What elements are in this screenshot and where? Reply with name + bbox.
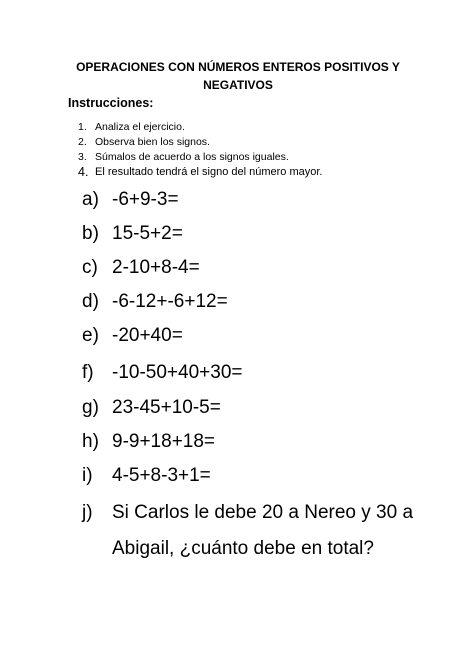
instruction-number: 4. xyxy=(78,165,89,179)
exercise-item xyxy=(82,396,221,420)
exercise-item xyxy=(82,324,183,348)
exercise-expression: 23-45+10-5= xyxy=(112,397,221,418)
instruction-number: 3. xyxy=(78,151,87,163)
instruction-item xyxy=(78,120,322,135)
instructions-heading: Instrucciones: xyxy=(68,96,154,110)
instruction-text: El resultado tendrá el signo del número mayor. xyxy=(95,166,323,178)
exercise-item xyxy=(82,464,211,488)
exercise-expression: 15-5+2= xyxy=(112,223,183,244)
exercise-expression: 2-10+8-4= xyxy=(112,257,200,278)
exercise-item xyxy=(82,361,242,385)
instruction-number: 2. xyxy=(78,136,87,148)
instruction-text: Analiza el ejercicio. xyxy=(95,121,185,133)
exercise-expression: -20+40= xyxy=(112,325,183,346)
exercise-letter: f) xyxy=(82,362,94,383)
exercise-expression: 4-5+8-3+1= xyxy=(112,465,211,486)
instruction-text: Observa bien los signos. xyxy=(95,136,210,148)
exercise-letter: a) xyxy=(82,189,99,210)
instruction-item xyxy=(78,150,322,165)
instruction-text: Súmalos de acuerdo a los signos iguales. xyxy=(95,151,289,163)
exercise-letter: b) xyxy=(82,223,99,244)
exercise-letter: d) xyxy=(82,291,99,312)
exercise-letter: j) xyxy=(82,502,93,523)
exercise-expression: 9-9+18+18= xyxy=(112,431,216,452)
exercise-item xyxy=(82,222,183,246)
exercise-item xyxy=(82,430,215,454)
exercise-item xyxy=(82,188,179,212)
exercise-letter: g) xyxy=(82,397,99,418)
exercise-letter: c) xyxy=(82,257,98,278)
exercise-letter: h) xyxy=(82,431,99,452)
exercise-item xyxy=(82,256,200,280)
instruction-item xyxy=(78,165,322,180)
exercise-expression: -10-50+40+30= xyxy=(112,362,243,383)
instructions-list xyxy=(78,120,322,180)
exercise-expression: -6+9-3= xyxy=(112,189,179,210)
exercise-letter: e) xyxy=(82,325,99,346)
word-problem-text: Si Carlos le debe 20 a Nereo y 30 a Abigail, ¿cuánto debe en total? xyxy=(112,502,414,559)
exercise-item xyxy=(82,290,228,314)
instruction-number: 1. xyxy=(78,121,87,133)
word-problem xyxy=(82,500,442,567)
worksheet-title: OPERACIONES CON NÚMEROS ENTEROS POSITIVOS Y NEGATIVOS xyxy=(76,60,400,92)
instruction-item xyxy=(78,135,322,150)
exercise-expression: -6-12+-6+12= xyxy=(112,291,228,312)
exercise-letter: i) xyxy=(82,465,93,486)
